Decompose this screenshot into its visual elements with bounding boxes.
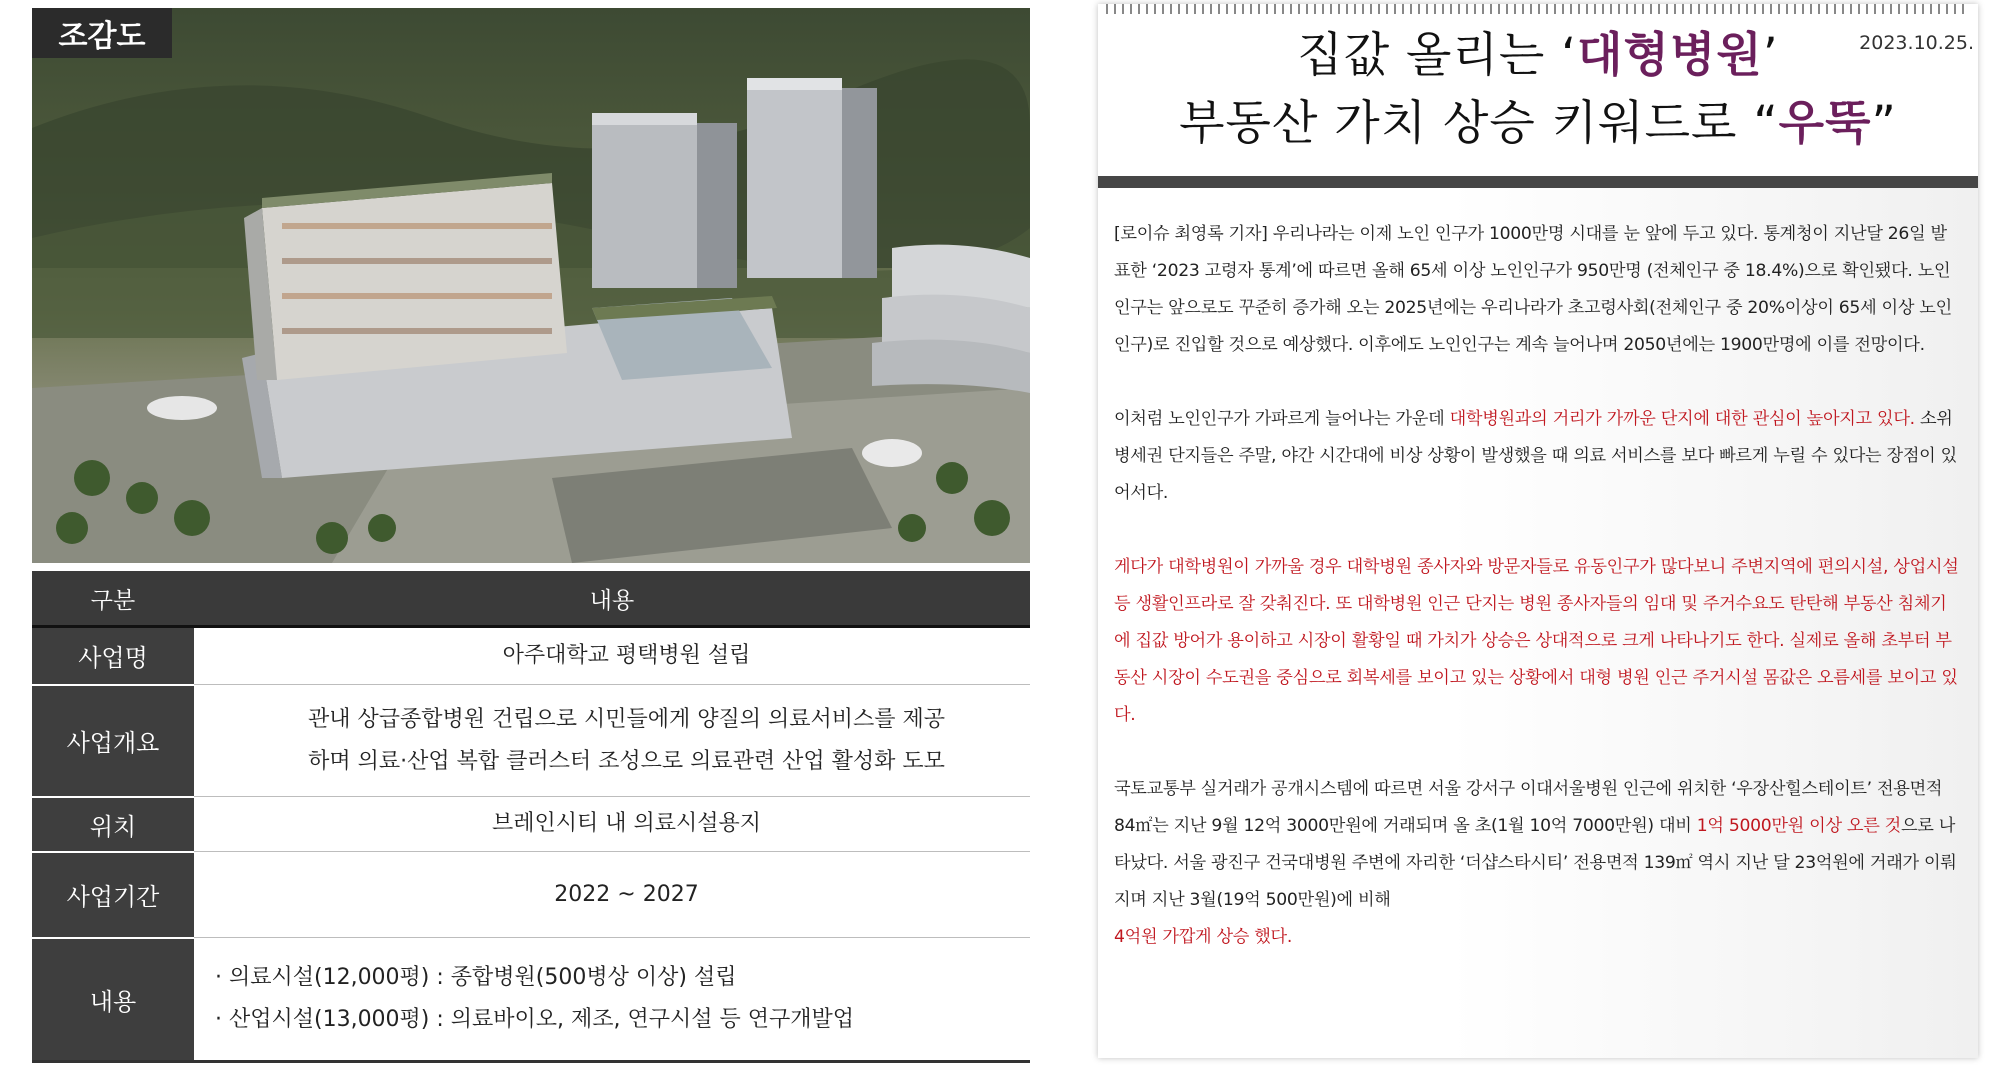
article-body-area bbox=[1098, 188, 1978, 1058]
row-label: 사업명 bbox=[32, 627, 194, 685]
headline-line-2: 부동산 가치 상승 키워드로 “우뚝” bbox=[1179, 96, 1897, 151]
row-value: 2022 ~ 2027 bbox=[194, 852, 1030, 938]
table-row bbox=[32, 852, 1030, 938]
table-header-content: 내용 bbox=[194, 571, 1030, 627]
table-row bbox=[32, 627, 1030, 685]
highlight-text: 1억 5000만원 이상 오른 것 bbox=[1696, 816, 1901, 836]
table-row bbox=[32, 938, 1030, 1062]
table-header-category: 구분 bbox=[32, 571, 194, 627]
paragraph-2: 이처럼 노인인구가 가파르게 늘어나는 가운데 대학병원과의 거리가 가까운 단지에 대한 관심이 높아지고 있다. 소위 병세권 단지들은 주말, 야간 시간대에 비상 상황이 발생했을 때 의료 서비스를 보다 빠르게 누릴 수 있다는 장점이 있어서다. bbox=[1114, 409, 1957, 503]
table-row bbox=[32, 797, 1030, 852]
headline-keyword: 대형병원 bbox=[1577, 28, 1763, 83]
paragraph-3: 게다가 대학병원이 가까울 경우 대학병원 종사자와 방문자들로 유동인구가 많다보니 주변지역에 편의시설, 상업시설 등 생활인프라로 잘 갖춰진다. 또 대학병원 인근 단지는 병원 종사자들의 임대 및 주거수요도 탄탄해 부동산 침체기에 집값 방어가 용이하고 시장이 활황일 때 가치가 상승은 상대적으로 크게 나타나기도 한다. 실제로 올해 초부터 부동산 시장이 수도권을 중심으로 회복세를 보이고 있는 상황에서 대형 병원 인근 주거시설 몸값은 오름세를 보이고 있다. bbox=[1114, 557, 1959, 725]
row-value: 관내 상급종합병원 건립으로 시민들에게 양질의 의료서비스를 제공 하며 의료·산업 복합 클러스터 조성으로 의료관련 산업 활성화 도모 bbox=[194, 685, 1030, 797]
headline-line-1: 집값 올리는 ‘대형병원’ bbox=[1297, 28, 1779, 83]
paragraph-4: 국토교통부 실거래가 공개시스템에 따르면 서울 강서구 이대서울병원 인근에 위치한 ‘우장산힐스테이트’ 전용면적 84㎡는 지난 9월 12억 3000만원에 거래되며 올 초(1월 10억 7000만원) 대비 1억 5000만원 이상 오른 것으로 나타났다. 서울 광진구 건국대병원 주변에 자리한 ‘더샵스타시티’ 전용면적 139㎡ 역시 지난 달 23억원에 거래가 이뤄지며 지난 3월(19억 500만원)에 비해 4억원 가깝게 상승 했다. bbox=[1114, 779, 1957, 947]
project-info-table bbox=[32, 571, 1030, 1063]
row-label: 위치 bbox=[32, 797, 194, 852]
article-text bbox=[1114, 216, 1959, 993]
row-value: · 의료시설(12,000평) : 종합병원(500병상 이상) 설립 · 산업시설(13,000평) : 의료바이오, 제조, 연구시설 등 연구개발업 bbox=[194, 938, 1030, 1062]
highlight-text: 대학병원과의 거리가 가까운 단지에 대한 관심이 높아지고 있다. bbox=[1449, 409, 1915, 429]
row-label: 내용 bbox=[32, 938, 194, 1062]
row-value: 아주대학교 평택병원 설립 bbox=[194, 627, 1030, 685]
headline-keyword-2: 우뚝 bbox=[1778, 96, 1872, 151]
hospital-render-illustration bbox=[32, 8, 1030, 563]
row-label: 사업개요 bbox=[32, 685, 194, 797]
headline-divider bbox=[1098, 176, 1978, 188]
project-panel bbox=[32, 8, 1030, 1060]
row-label: 사업기간 bbox=[32, 852, 194, 938]
aerial-rendering bbox=[32, 8, 1030, 563]
paragraph-1: [로이슈 최영록 기자] 우리나라는 이제 노인 인구가 1000만명 시대를 눈 앞에 두고 있다. 통계청이 지난달 26일 발표한 ‘2023 고령자 통계’에 따르면 올해 65세 이상 노인인구가 950만명 (전체인구 중 18.4%)으로 확인됐다. 노인인구는 앞으로도 꾸준히 증가해 오는 2025년에는 우리나라가 초고령사회(전체인구 중 20%이상이 65세 이상 노인인구)로 진입할 것으로 예상했다. 이후에도 노인인구는 계속 늘어나며 2050년에는 1900만명에 이를 전망이다. bbox=[1114, 224, 1952, 355]
article-headline bbox=[1098, 22, 1978, 172]
news-article-clipping bbox=[1098, 4, 1978, 1058]
table-row bbox=[32, 685, 1030, 797]
article-date: 2023.10.25. bbox=[1859, 32, 1974, 54]
row-value: 브레인시티 내 의료시설용지 bbox=[194, 797, 1030, 852]
notebook-binding bbox=[1106, 4, 1966, 14]
highlight-text: 4억원 가깝게 상승 했다. bbox=[1114, 927, 1293, 947]
aerial-view-label: 조감도 bbox=[32, 8, 172, 58]
